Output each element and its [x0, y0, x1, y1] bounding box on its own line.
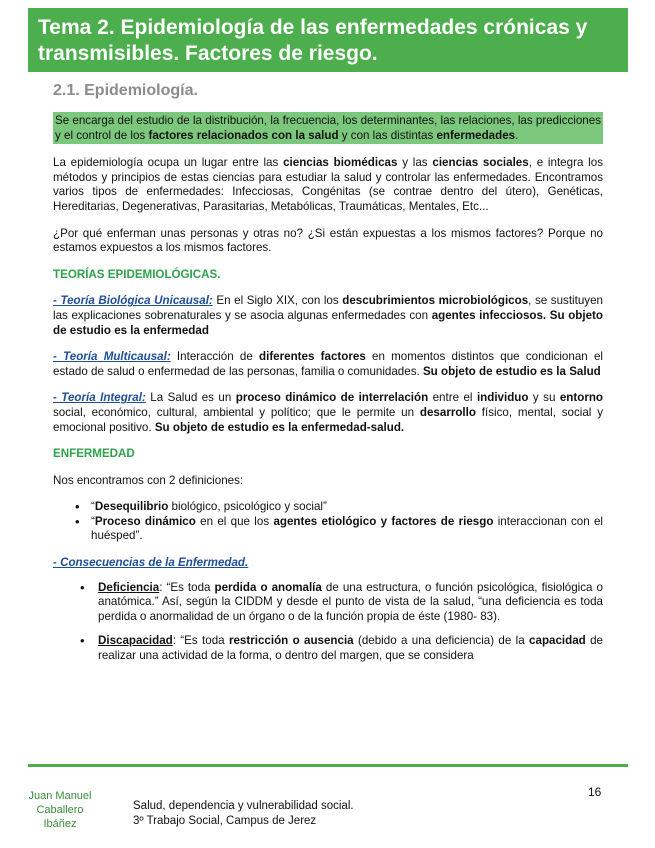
disease-intro: Nos encontramos con 2 definiciones: [53, 473, 244, 487]
list-item: • Deficiencia: “Es toda perdida o anomalía de una estructura, o función psicológica, fisiológica o anatómica.” Así, según la CIDDM y desde el punto de vista de la salud, “una deficiencia es toda perdida o anormalidad de un órgano o de la función propia de éste (1980- 83). [98, 581, 603, 625]
document-body [53, 112, 603, 676]
disease-heading: ENFERMEDAD [53, 447, 135, 461]
list-item: • “Proceso dinámico en el que los agentes etiológico y factores de riesgo interaccionan con el huésped”. [91, 515, 603, 544]
theory-multicausal-title: - Teoría Multicausal: [53, 350, 171, 364]
chapter-title-banner [28, 8, 628, 72]
term-discapacidad: Discapacidad [98, 634, 173, 648]
theory-integral: - Teoría Integral: La Salud es un proceso dinámico de interrelación entre el individuo y su entorno social, económico, cultural, ambiental y político; que le permite un desarrollo físico, mental, social y emocional positivo. Su objeto de estudio es la enfermedad-salud. [53, 391, 603, 434]
highlighted-definition: Se encarga del estudio de la distribución, la frecuencia, los determinantes, las relaciones, las predicciones y el control de los factores relacionados con la salud y con las distintas enfermedades. [53, 112, 603, 144]
theories-heading: TEORÍAS EPIDEMIOLÓGICAS. [53, 267, 221, 281]
list-item: • “Desequilibrio biológico, psicológico y social” [91, 500, 603, 515]
consequences-list [53, 581, 603, 664]
theory-unicausal-title: - Teoría Biológica Unicausal: [53, 294, 213, 308]
disease-definitions-list [53, 500, 603, 544]
term-deficiencia: Deficiencia [98, 580, 160, 594]
theory-unicausal: - Teoría Biológica Unicausal: En el Siglo XIX, con los descubrimientos microbiológicos, se sustituyen las explicaciones sobrenaturales y se asocia algunas enfermedades con agentes infecciosos. Su objeto de estudio es la enfermedad [53, 294, 603, 337]
footer-divider [28, 764, 628, 767]
question-paragraph: ¿Por qué enferman unas personas y otras no? ¿Si están expuestas a los mismos factores? Porque no estamos expuestos a los mismos factores. [53, 226, 603, 255]
section-title: 2.1. Epidemiología. [53, 82, 198, 99]
author-name: Juan Manuel Caballero Ibáñez [28, 790, 92, 830]
page-number: 16 [588, 785, 602, 799]
theory-multicausal: - Teoría Multicausal: Interacción de diferentes factores en momentos distintos que condicionan el estado de salud o enfermedad de las personas, familia o comunidades. Su objeto de estudio es la Salud [53, 350, 603, 378]
epidemiology-paragraph: La epidemiología ocupa un lugar entre las ciencias biomédicas y las ciencias sociales, e integra los métodos y principios de estas ciencias para estudiar la salud y controlar las enfermedades. Encontramos varios tipos de enfermedades: Infecciosas, Congénitas (se contrae dentro del útero), Genéticas, Hereditarias, Degenerativas, Parasitarias, Metabólicas, Traumáticas, Mentales, Etc... [53, 156, 603, 213]
course-info: Salud, dependencia y vulnerabilidad social. 3º Trabajo Social, Campus de Jerez [133, 800, 354, 827]
list-item: • Discapacidad: “Es toda restricción o ausencia (debido a una deficiencia) de la capacidad de realizar una actividad de la forma, o dentro del margen, que se considera [98, 634, 603, 663]
chapter-title: Tema 2. Epidemiología de las enfermedades crónicas y transmisibles. Factores de riesgo. [38, 16, 588, 65]
theory-integral-title: - Teoría Integral: [53, 391, 146, 405]
consequences-title: - Consecuencias de la Enfermedad. [53, 556, 249, 570]
